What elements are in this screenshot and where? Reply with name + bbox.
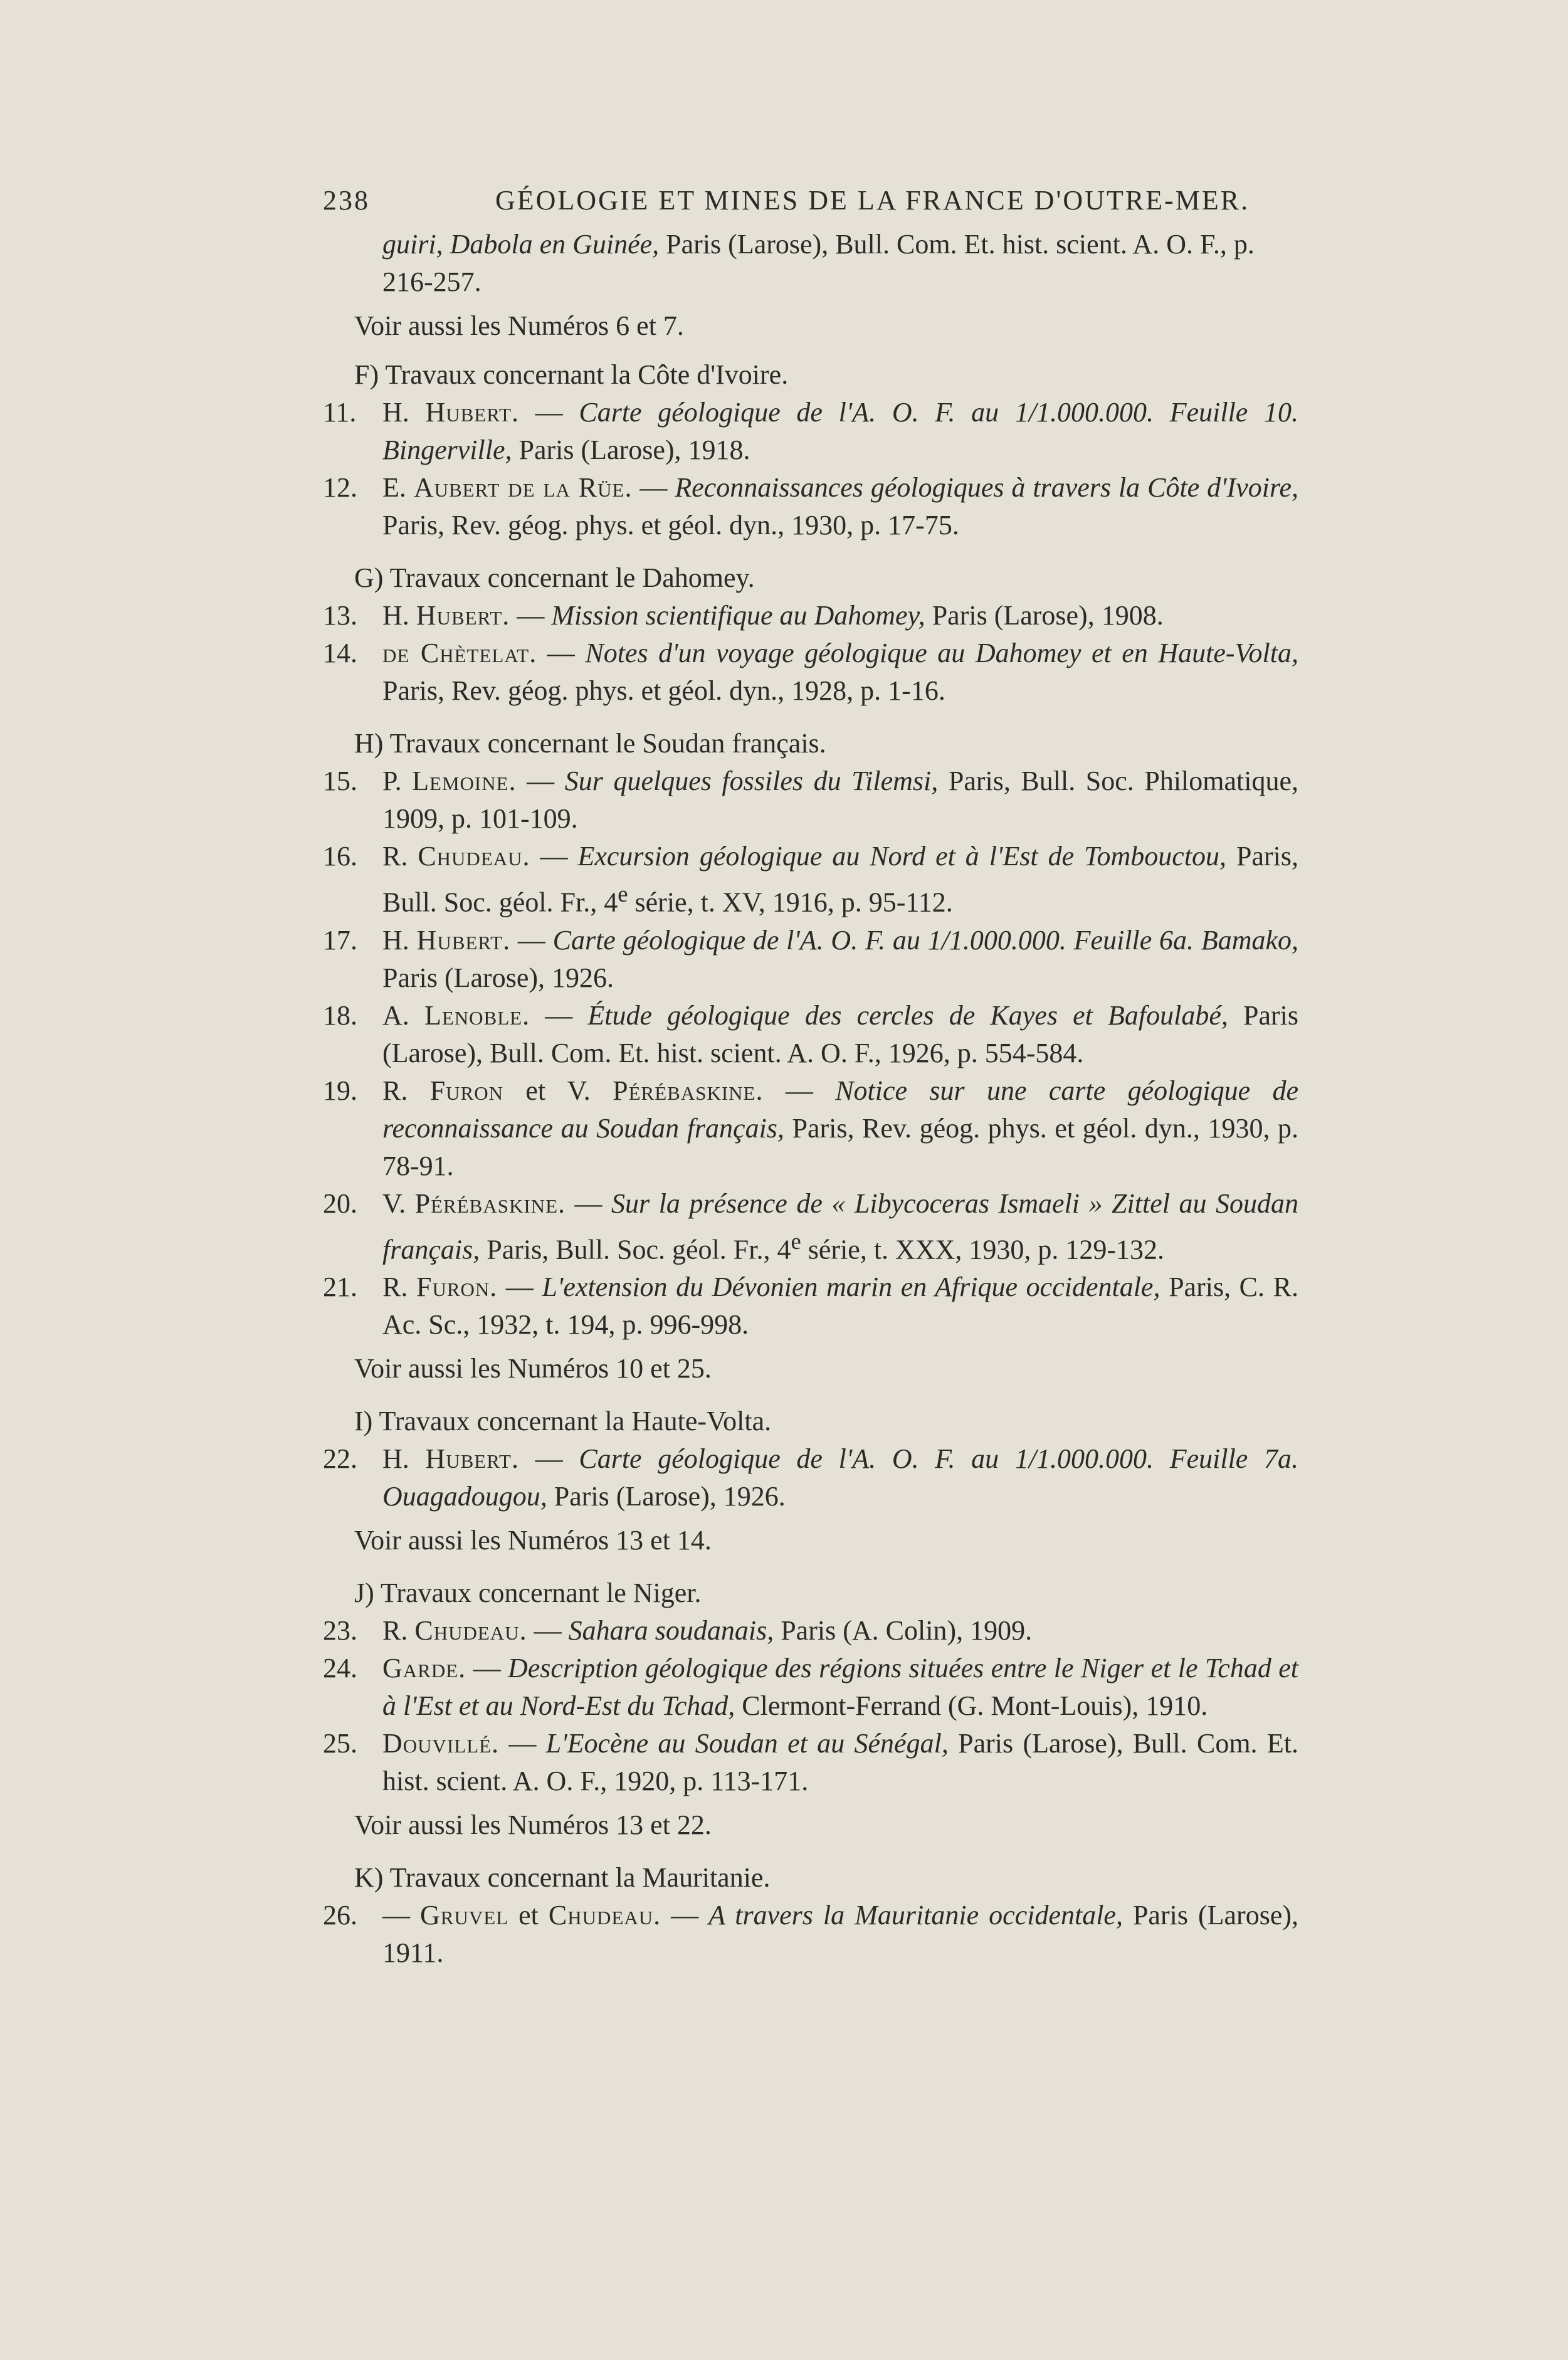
entry-number: 20. bbox=[323, 1188, 357, 1219]
entry-number: 13. bbox=[323, 600, 357, 631]
entry-initials: R. bbox=[382, 1615, 415, 1646]
entry-author: Furon bbox=[429, 1075, 504, 1106]
see-also-note: Voir aussi les Numéros 13 et 14. bbox=[354, 1525, 712, 1556]
entry-title: Reconnaissances géologiques à travers la Côte d'Ivoire, bbox=[675, 472, 1298, 503]
bib-entry-18 bbox=[323, 997, 1298, 1072]
entry-conjunction: et bbox=[508, 1900, 549, 1931]
entry-author: Gruvel bbox=[420, 1900, 509, 1931]
see-also-note: Voir aussi les Numéros 13 et 22. bbox=[354, 1810, 712, 1841]
entry-author: Douvillé. bbox=[382, 1728, 500, 1759]
entry-dash: — bbox=[518, 397, 579, 428]
entry-initials: H. bbox=[382, 1443, 426, 1475]
entry-author-2: Chudeau. bbox=[548, 1900, 661, 1931]
series-number: 4 bbox=[777, 1234, 791, 1265]
entry-text bbox=[382, 1268, 1298, 1344]
entry-dash: — bbox=[518, 1443, 579, 1475]
entry-author: Furon. bbox=[416, 1272, 498, 1303]
entry-dash: — bbox=[499, 1728, 546, 1759]
bib-entry-17 bbox=[323, 922, 1298, 997]
entry-number: 11. bbox=[323, 397, 357, 428]
entry-initials: H. bbox=[382, 924, 417, 956]
entry-conjunction: et V. bbox=[503, 1075, 613, 1106]
entry-publication: Paris (Larose), 1918. bbox=[512, 435, 750, 465]
entry-number: 14. bbox=[323, 638, 357, 668]
entry-number: 19. bbox=[323, 1075, 357, 1106]
entry-author: Hubert. bbox=[425, 1443, 519, 1475]
see-also-note: Voir aussi les Numéros 6 et 7. bbox=[354, 310, 684, 341]
entry-publication: Paris, Bull. Soc. Philomatique, 1909, p. 101-109. bbox=[382, 766, 1299, 834]
page-number: 238 bbox=[323, 185, 370, 216]
entry-number: 25. bbox=[323, 1728, 357, 1759]
entry-publication: Paris, Rev. géog. phys. et géol. dyn., 1930, p. 78-91. bbox=[382, 1112, 1298, 1181]
entry-number: 17. bbox=[323, 924, 357, 956]
see-also-note: Voir aussi les Numéros 10 et 25. bbox=[354, 1353, 712, 1384]
entry-author: Lenoble. bbox=[424, 999, 530, 1031]
section-heading-f: F) Travaux concernant la Côte d'Ivoire. bbox=[354, 359, 789, 390]
entry-text bbox=[382, 762, 1298, 838]
entry-dash: — bbox=[527, 1615, 569, 1646]
entry-text bbox=[382, 1185, 1298, 1269]
entry-title: Sur quelques fossiles du Tilemsi, bbox=[564, 766, 939, 796]
entry-title: Sur la présence de « Libycoceras Ismaeli » Zittel au Soudan français, bbox=[382, 1188, 1299, 1265]
entry-title: L'extension du Dévonien marin en Afrique occidentale, bbox=[542, 1272, 1160, 1303]
entry-text bbox=[382, 1072, 1298, 1185]
bib-entry-24 bbox=[323, 1650, 1298, 1725]
entry-title: Carte géologique de l'A. O. F. au 1/1.000.000. Feuille 7a. Ouagadougou, bbox=[382, 1443, 1299, 1512]
section-heading-i: I) Travaux concernant la Haute-Volta. bbox=[354, 1406, 772, 1437]
entry-title: Description géologique des régions situées entre le Niger et le Tchad et à l'Est et au Nord-Est du Tchad, bbox=[382, 1653, 1298, 1722]
entry-publication: Paris (A. Colin), 1909. bbox=[774, 1615, 1033, 1646]
superscript: e bbox=[791, 1228, 801, 1254]
entry-author: Aubert de la Rüe. bbox=[413, 472, 633, 503]
entry-text bbox=[382, 1725, 1298, 1800]
entry-publication: Paris (Larose), 1911. bbox=[382, 1900, 1298, 1969]
entry-author: Hubert. bbox=[425, 397, 519, 428]
continued-title: guiri, Dabola en Guinée, bbox=[382, 229, 660, 260]
entry-title: Mission scientifique au Dahomey, bbox=[551, 600, 925, 631]
entry-initials: H. bbox=[382, 600, 416, 631]
section-heading-g: G) Travaux concernant le Dahomey. bbox=[354, 562, 755, 593]
entry-dash: — bbox=[632, 472, 675, 503]
entry-dash: — bbox=[661, 1900, 709, 1931]
entry-number: 22. bbox=[323, 1443, 357, 1475]
entry-author-2: Pérébaskine. bbox=[613, 1075, 764, 1106]
entry-initials: V. bbox=[382, 1188, 415, 1219]
entry-title: A travers la Mauritanie occidentale, bbox=[708, 1900, 1123, 1931]
entry-dash: — bbox=[466, 1653, 508, 1684]
entry-leading-dash: — bbox=[382, 1900, 421, 1931]
entry-publication: Paris, Bull. Soc. géol. Fr., bbox=[480, 1234, 777, 1265]
entry-number: 24. bbox=[323, 1653, 357, 1684]
entry-initials: E. bbox=[382, 472, 414, 503]
entry-number: 12. bbox=[323, 472, 357, 503]
entry-author: Chudeau. bbox=[414, 1615, 527, 1646]
bib-entry-14 bbox=[323, 635, 1298, 710]
entry-title: Carte géologique de l'A. O. F. au 1/1.000.000. Feuille 6a. Bamako, bbox=[552, 924, 1298, 956]
entry-title: L'Eocène au Soudan et au Sénégal, bbox=[545, 1728, 949, 1759]
entry-author: Hubert. bbox=[416, 924, 511, 956]
bib-entry-13 bbox=[323, 597, 1298, 635]
series-number: 4 bbox=[604, 887, 618, 918]
entry-publication: Paris (Larose), 1908. bbox=[925, 600, 1164, 631]
superscript: e bbox=[618, 881, 628, 907]
entry-publication: Paris, C. R. Ac. Sc., 1932, t. 194, p. 996-998. bbox=[382, 1272, 1298, 1341]
entry-author: Chudeau. bbox=[418, 841, 530, 872]
bib-entry-15 bbox=[323, 762, 1298, 838]
entry-text bbox=[382, 597, 1298, 635]
entry-dash: — bbox=[566, 1188, 612, 1219]
bib-entry-26 bbox=[323, 1897, 1298, 1972]
entry-publication: Paris (Larose), 1926. bbox=[382, 962, 614, 993]
entry-text bbox=[382, 997, 1298, 1072]
entry-initials: P. bbox=[382, 766, 413, 796]
entry-dash: — bbox=[510, 924, 553, 956]
entry-initials: H. bbox=[382, 397, 426, 428]
running-head bbox=[323, 182, 1298, 219]
entry-publication: Clermont-Ferrand (G. Mont-Louis), 1910. bbox=[735, 1690, 1208, 1722]
entry-text bbox=[382, 394, 1298, 469]
entry-dash: — bbox=[516, 766, 565, 796]
entry-initials: R. bbox=[382, 1272, 416, 1303]
entry-text bbox=[382, 1440, 1298, 1515]
entry-title: Sahara soudanais, bbox=[568, 1615, 774, 1646]
entry-text bbox=[382, 469, 1298, 544]
entry-dash: — bbox=[763, 1075, 836, 1106]
entry-number: 16. bbox=[323, 841, 357, 872]
entry-title: Étude géologique des cercles de Kayes et Bafoulabé, bbox=[587, 999, 1228, 1031]
entry-publication: Paris, Rev. géog. phys. et géol. dyn., 1930, p. 17-75. bbox=[382, 510, 959, 540]
entry-publication-cont: série, t. XXX, 1930, p. 129-132. bbox=[801, 1234, 1165, 1265]
bib-entry-19 bbox=[323, 1072, 1298, 1185]
entry-text bbox=[382, 1612, 1298, 1650]
entry-number: 21. bbox=[323, 1272, 357, 1303]
entry-dash: — bbox=[530, 999, 588, 1031]
bib-entry-11 bbox=[323, 394, 1298, 469]
entry-title: Excursion géologique au Nord et à l'Est de Tombouctou, bbox=[577, 841, 1227, 872]
entry-text bbox=[382, 1650, 1298, 1725]
bib-entry-23 bbox=[323, 1612, 1298, 1650]
bib-entry-22 bbox=[323, 1440, 1298, 1515]
entry-text bbox=[382, 635, 1298, 710]
entry-title: Carte géologique de l'A. O. F. au 1/1.000.000. Feuille 10. Bingerville, bbox=[382, 397, 1299, 465]
entry-publication: Paris, Bull. Soc. géol. Fr., bbox=[382, 841, 1299, 918]
bib-entry-16 bbox=[323, 838, 1298, 922]
entry-author: Hubert. bbox=[416, 600, 510, 631]
continued-rest: Paris (Larose), Bull. Com. Et. hist. scient. A. O. F., p. 216-257. bbox=[382, 229, 1255, 297]
entry-publication: Paris (Larose), Bull. Com. Et. hist. scient. A. O. F., 1926, p. 554-584. bbox=[382, 999, 1299, 1068]
entry-author: Lemoine. bbox=[412, 766, 517, 796]
continued-entry bbox=[323, 226, 1298, 301]
entry-publication-cont: série, t. XV, 1916, p. 95-112. bbox=[628, 887, 953, 918]
section-heading-h: H) Travaux concernant le Soudan français. bbox=[354, 728, 826, 759]
entry-initials: R. bbox=[382, 1075, 430, 1106]
entry-number: 18. bbox=[323, 999, 357, 1031]
entry-text bbox=[382, 1897, 1298, 1972]
entry-author: Garde. bbox=[382, 1653, 466, 1684]
running-title: GÉOLOGIE ET MINES DE LA FRANCE D'OUTRE-MER. bbox=[495, 185, 1250, 216]
entry-text bbox=[382, 838, 1298, 922]
entry-dash: — bbox=[497, 1272, 542, 1303]
entry-title: Notes d'un voyage géologique au Dahomey et en Haute-Volta, bbox=[585, 638, 1298, 668]
entry-title: Notice sur une carte géologique de reconnaissance au Soudan français, bbox=[382, 1075, 1299, 1144]
entry-number: 15. bbox=[323, 766, 357, 796]
entry-author: de Chètelat. bbox=[382, 638, 537, 668]
bib-entry-20 bbox=[323, 1185, 1298, 1269]
entry-text bbox=[382, 922, 1298, 997]
bib-entry-25 bbox=[323, 1725, 1298, 1800]
entry-publication: Paris, Rev. géog. phys. et géol. dyn., 1928, p. 1-16. bbox=[382, 675, 945, 706]
entry-dash: — bbox=[537, 638, 586, 668]
section-heading-k: K) Travaux concernant la Mauritanie. bbox=[354, 1862, 771, 1894]
section-heading-j: J) Travaux concernant le Niger. bbox=[354, 1578, 702, 1609]
entry-dash: — bbox=[510, 600, 552, 631]
entry-publication: Paris (Larose), Bull. Com. Et. hist. scient. A. O. F., 1920, p. 113-171. bbox=[382, 1728, 1298, 1797]
bib-entry-21 bbox=[323, 1268, 1298, 1344]
entry-initials: A. bbox=[382, 999, 424, 1031]
bib-entry-12 bbox=[323, 469, 1298, 544]
entry-initials: R. bbox=[382, 841, 418, 872]
entry-author: Pérébaskine. bbox=[414, 1188, 566, 1219]
entry-dash: — bbox=[530, 841, 578, 872]
entry-number: 26. bbox=[323, 1900, 357, 1931]
entry-number: 23. bbox=[323, 1615, 357, 1646]
entry-publication: Paris (Larose), 1926. bbox=[547, 1481, 786, 1512]
